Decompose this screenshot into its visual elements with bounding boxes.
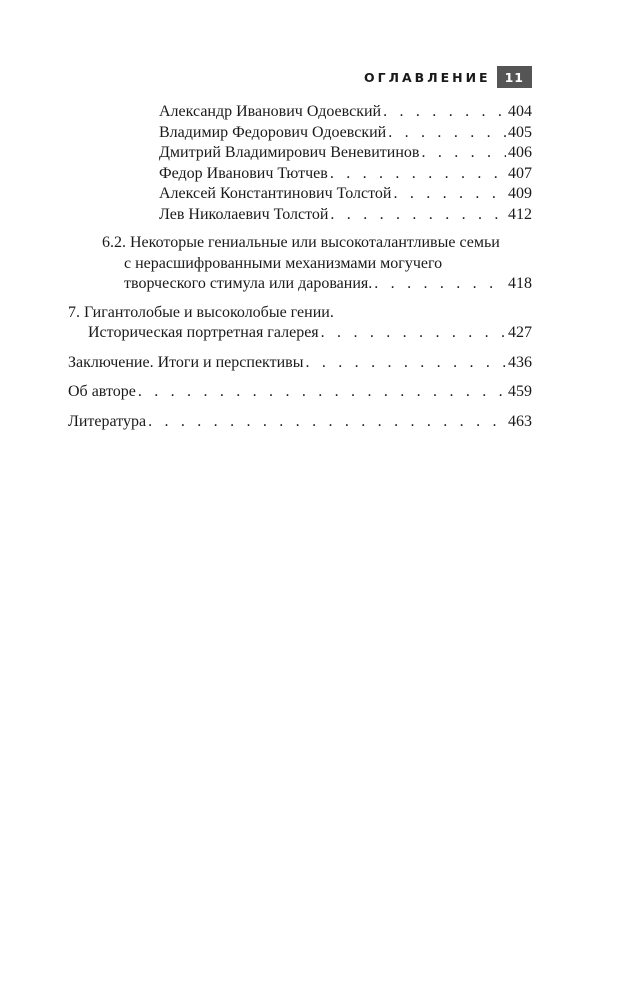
dot-leader <box>303 353 506 374</box>
page-number-badge: 11 <box>497 66 532 88</box>
dot-leader <box>328 205 506 226</box>
running-head <box>364 66 532 88</box>
toc-entry-title: Заключение. Итоги и перспективы <box>68 353 304 371</box>
toc-entry-title: Дмитрий Владимирович Веневитинов <box>159 144 420 161</box>
toc-entry-title-line: с нерасшифрованными механизмами могучего <box>124 254 443 272</box>
toc-entry-page: 463 <box>508 412 532 430</box>
toc-chapter-7 <box>68 303 532 344</box>
toc-entry-title: Литература <box>68 412 147 430</box>
dot-leader <box>391 184 506 205</box>
toc-entry <box>68 143 532 164</box>
toc-entry-page: 412 <box>508 205 532 223</box>
toc-entry-page: 406 <box>508 144 532 161</box>
table-of-contents <box>68 102 532 432</box>
toc-entry-page: 418 <box>508 275 532 292</box>
toc-entry <box>68 184 532 205</box>
toc-entry-page: 409 <box>508 185 532 202</box>
toc-entry-title: Об авторе <box>68 383 136 400</box>
toc-entry-title: Лев Николаевич Толстой <box>159 205 329 223</box>
dot-leader <box>146 412 506 433</box>
toc-entry <box>68 205 532 226</box>
toc-about-author <box>68 382 532 403</box>
toc-literature <box>68 412 532 433</box>
toc-entry-title: Владимир Федорович Одоевский <box>159 123 387 141</box>
dot-leader <box>381 102 506 123</box>
toc-entry-title-line: 6.2. Некоторые гениальные или высокоталантливые семьи <box>102 234 500 251</box>
dot-leader <box>372 274 506 295</box>
toc-entry <box>68 164 532 185</box>
toc-section-6-2 <box>68 233 532 295</box>
running-head-title: ОГЛАВЛЕНИЕ <box>364 69 491 85</box>
toc-entry-page: 459 <box>508 383 532 400</box>
dot-leader <box>136 382 506 403</box>
toc-entry-title-line: 7. Гигантолобые и высоколобые гении. <box>68 303 334 321</box>
toc-entry <box>68 123 532 144</box>
dot-leader <box>328 164 506 185</box>
toc-entry-page: 436 <box>508 353 532 371</box>
toc-entry-page: 407 <box>508 164 532 182</box>
toc-entry-page: 405 <box>508 123 532 141</box>
toc-entry-title-line: творческого стимула или дарования. <box>124 275 373 292</box>
toc-entry-title: Федор Иванович Тютчев <box>159 164 328 182</box>
toc-entry-title-line: Историческая портретная галерея <box>88 324 319 341</box>
toc-entry-title: Александр Иванович Одоевский <box>159 103 382 120</box>
dot-leader <box>419 143 506 164</box>
toc-entry-page: 404 <box>508 103 532 120</box>
dot-leader <box>386 123 506 144</box>
toc-entry-title: Алексей Константинович Толстой <box>159 185 392 202</box>
toc-entry-page: 427 <box>508 324 532 341</box>
dot-leader <box>319 323 506 344</box>
toc-entry <box>68 102 532 123</box>
toc-conclusion <box>68 353 532 374</box>
